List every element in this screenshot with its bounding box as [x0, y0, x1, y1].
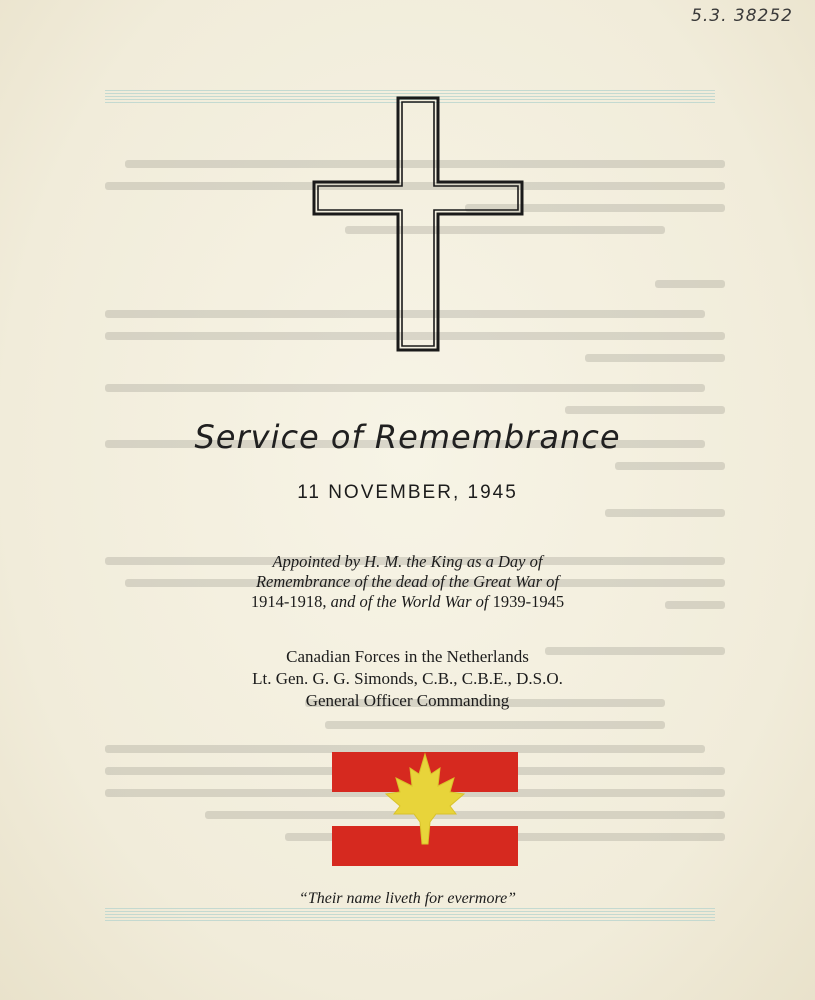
appointed-line-3: [0, 592, 815, 612]
appointed-line-3-mid: and of the World War of: [326, 592, 493, 611]
commander-name: Lt. Gen. G. G. Simonds, C.B., C.B.E., D.S.O.: [252, 669, 563, 688]
years-world-war: 1939-1945: [492, 592, 565, 611]
page-title: Service of Remembrance: [194, 418, 621, 456]
service-date: 11 NOVEMBER, 1945: [297, 482, 518, 503]
forces-line-1: Canadian Forces in the Netherlands: [286, 647, 529, 666]
bottom-decorative-rule: [105, 908, 715, 922]
years-great-war: 1914-1918,: [250, 592, 327, 611]
appointed-line-1: Appointed by H. M. the King as a Day of: [272, 552, 543, 571]
memorial-motto: “Their name liveth for evermore”: [298, 890, 517, 907]
latin-cross-icon: [312, 96, 526, 359]
canadian-formation-flag-icon: [332, 752, 518, 877]
appointed-statement: [0, 552, 815, 612]
archive-number: 5.3. 38252: [691, 6, 793, 26]
forces-block: [0, 646, 815, 712]
appointed-line-2: Remembrance of the dead of the Great War of: [255, 572, 560, 591]
commander-title: General Officer Commanding: [305, 691, 510, 710]
